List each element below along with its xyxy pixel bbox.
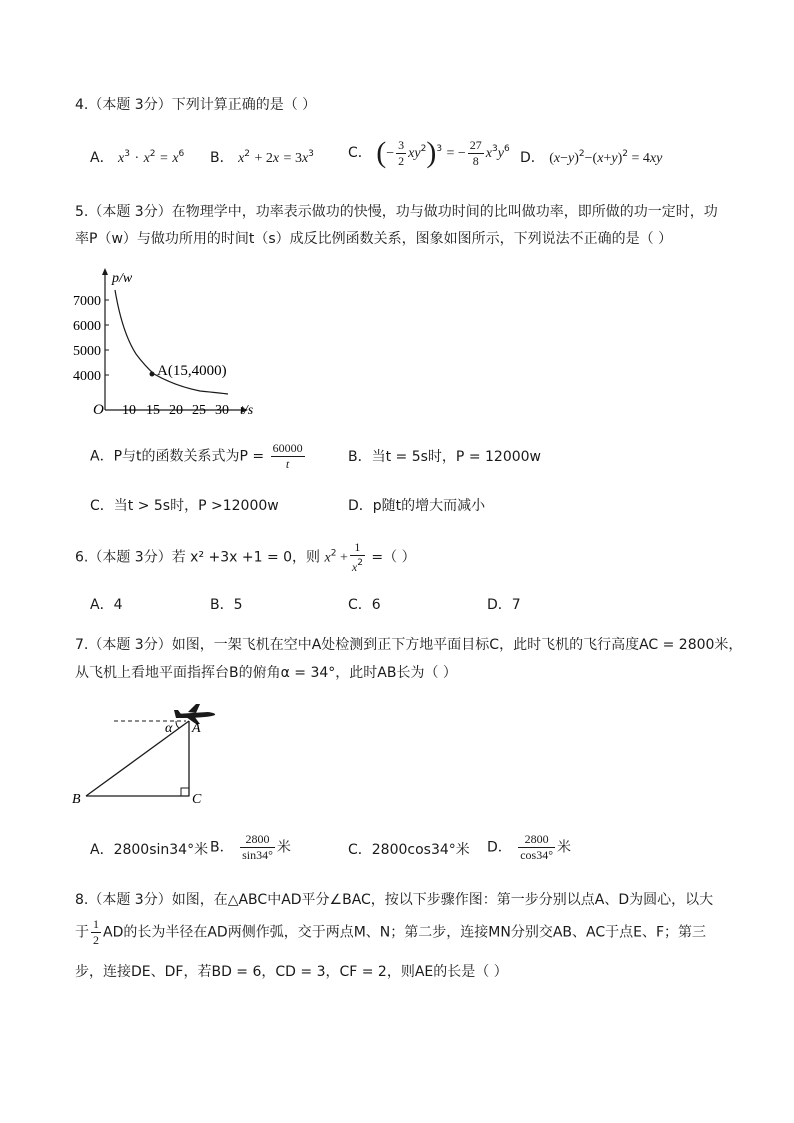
q5-option-a-den: t [285,457,290,471]
q7-option-d-label: D． [487,839,512,856]
x-tick-20: 20 [169,403,183,418]
q6-stem: 6.（本题 3分）若 x² +3x +1 = 0，则 $x^2$ + $\frac{1}{x^2}$ =（ ） [75,540,416,574]
q7-triangle-figure [68,700,228,810]
q5-option-a-text: A．P与t的函数关系式为P = [90,448,265,465]
q8-stem-line2: 于 $\frac{1}{2}$ AD的长为半径在AD两侧作弧，交于两点M、N；第二步，连接MN分别交AB、AC于点E、F；第三 [75,917,707,947]
q4-option-c-label: C． [348,145,372,161]
y-tick-4000: 4000 [73,369,101,384]
q7-option-d-den: cos34° [520,848,554,862]
q4-option-d[interactable]: D． $(x-y)^2-(x+y)^2 = 4xy$ [520,149,663,166]
q5-option-a[interactable] [90,442,307,471]
q6-option-a[interactable]: A．4 [90,597,123,613]
y-tick-5000: 5000 [73,344,101,359]
q6-option-c[interactable]: C．6 [348,597,381,613]
graph-origin: O [93,402,104,418]
q7-option-b-unit: 米 [276,839,291,856]
q5-option-b[interactable]: B．当t = 5s时，P = 12000w [348,449,541,465]
q7-option-b-num: 2800 [240,833,275,848]
y-tick-6000: 6000 [73,319,101,334]
q7-option-a[interactable]: A．2800sin34°米 [90,842,209,858]
q7-option-d-unit: 米 [557,839,572,856]
alpha-label: α [165,721,173,736]
graph-xlabel: t/s [240,403,254,418]
q8-stem-line1: 8.（本题 3分）如图，在△ABC中AD平分∠BAC，按以下步骤作图：第一步分别以点A、D为圆心，以大 [75,892,714,908]
x-tick-15: 15 [146,403,160,418]
point-a [150,372,155,377]
q7-option-d-num: 2800 [518,833,555,848]
x-tick-10: 10 [122,403,136,418]
q7-stem-line2: 从飞机上看地平面指挥台B的俯角α = 34°，此时AB长为（ ） [75,665,457,681]
q4-option-b-label: B． [210,150,234,166]
vertex-b: B [72,792,81,807]
graph-ylabel: p/w [112,271,133,286]
q7-option-b-label: B． [210,839,234,856]
q5-option-c[interactable]: C．当t > 5s时，P >12000w [90,498,279,514]
q5-option-d[interactable]: D．p随t的增大而减小 [348,498,486,514]
q6-stem-end: =（ ） [371,549,416,566]
q6-option-b[interactable]: B．5 [210,597,243,613]
y-tick-7000: 7000 [73,294,101,309]
q7-option-b[interactable] [210,833,291,862]
q5-function-graph [70,262,270,422]
q4-option-a[interactable]: A． $x^3 \cdot x^2 = x^6$ [90,149,185,166]
q5-stem-line1: 5.（本题 3分）在物理学中，功率表示做功的快慢，功与做功时间的比叫做功率，即所做的功一定时，功 [75,204,718,220]
q6-stem-text: 6.（本题 3分）若 x² +3x +1 = 0，则 [75,549,321,566]
x-tick-25: 25 [192,403,206,418]
q5-stem-line2: 率P（w）与做功所用的时间t（s）成反比例函数关系，图象如图所示，下列说法不正确的是（ ） [75,231,673,247]
q8-stem-line2-post: AD的长为半径在AD两侧作弧，交于两点M、N；第二步，连接MN分别交AB、AC于点E、F；第三 [103,924,707,941]
vertex-a: A [192,721,201,736]
vertex-c: C [192,792,202,807]
q7-option-b-den: sin34° [242,848,273,862]
q4-option-b[interactable]: B． $x^2 + 2x = 3x^3$ [210,149,314,166]
q6-option-d[interactable]: D．7 [487,597,521,613]
q4-option-a-label: A． [90,150,114,166]
q4-option-d-label: D． [520,150,545,166]
point-a-label: A(15,4000) [157,363,227,379]
q7-stem-line1: 7.（本题 3分）如图，一架飞机在空中A处检测到正下方地平面目标C，此时飞机的飞行高度AC = 2800米， [75,637,743,653]
q5-option-a-num: 60000 [272,441,303,455]
q7-option-d[interactable] [487,833,571,862]
q4-option-c[interactable]: C． (− $\frac{3}{2}$ $xy^2)^3$ = − $\frac{27}{8}$ $x^3y^6$ [348,136,510,169]
q4-stem: 4.（本题 3分）下列计算正确的是（ ） [75,97,317,113]
q7-option-c[interactable]: C．2800cos34°米 [348,842,470,858]
q8-stem-line3: 步，连接DE、DF，若BD = 6，CD = 3，CF = 2，则AE的长是（ ） [75,964,508,980]
q8-stem-line2-pre: 于 [75,924,89,941]
x-tick-30: 30 [215,403,229,418]
